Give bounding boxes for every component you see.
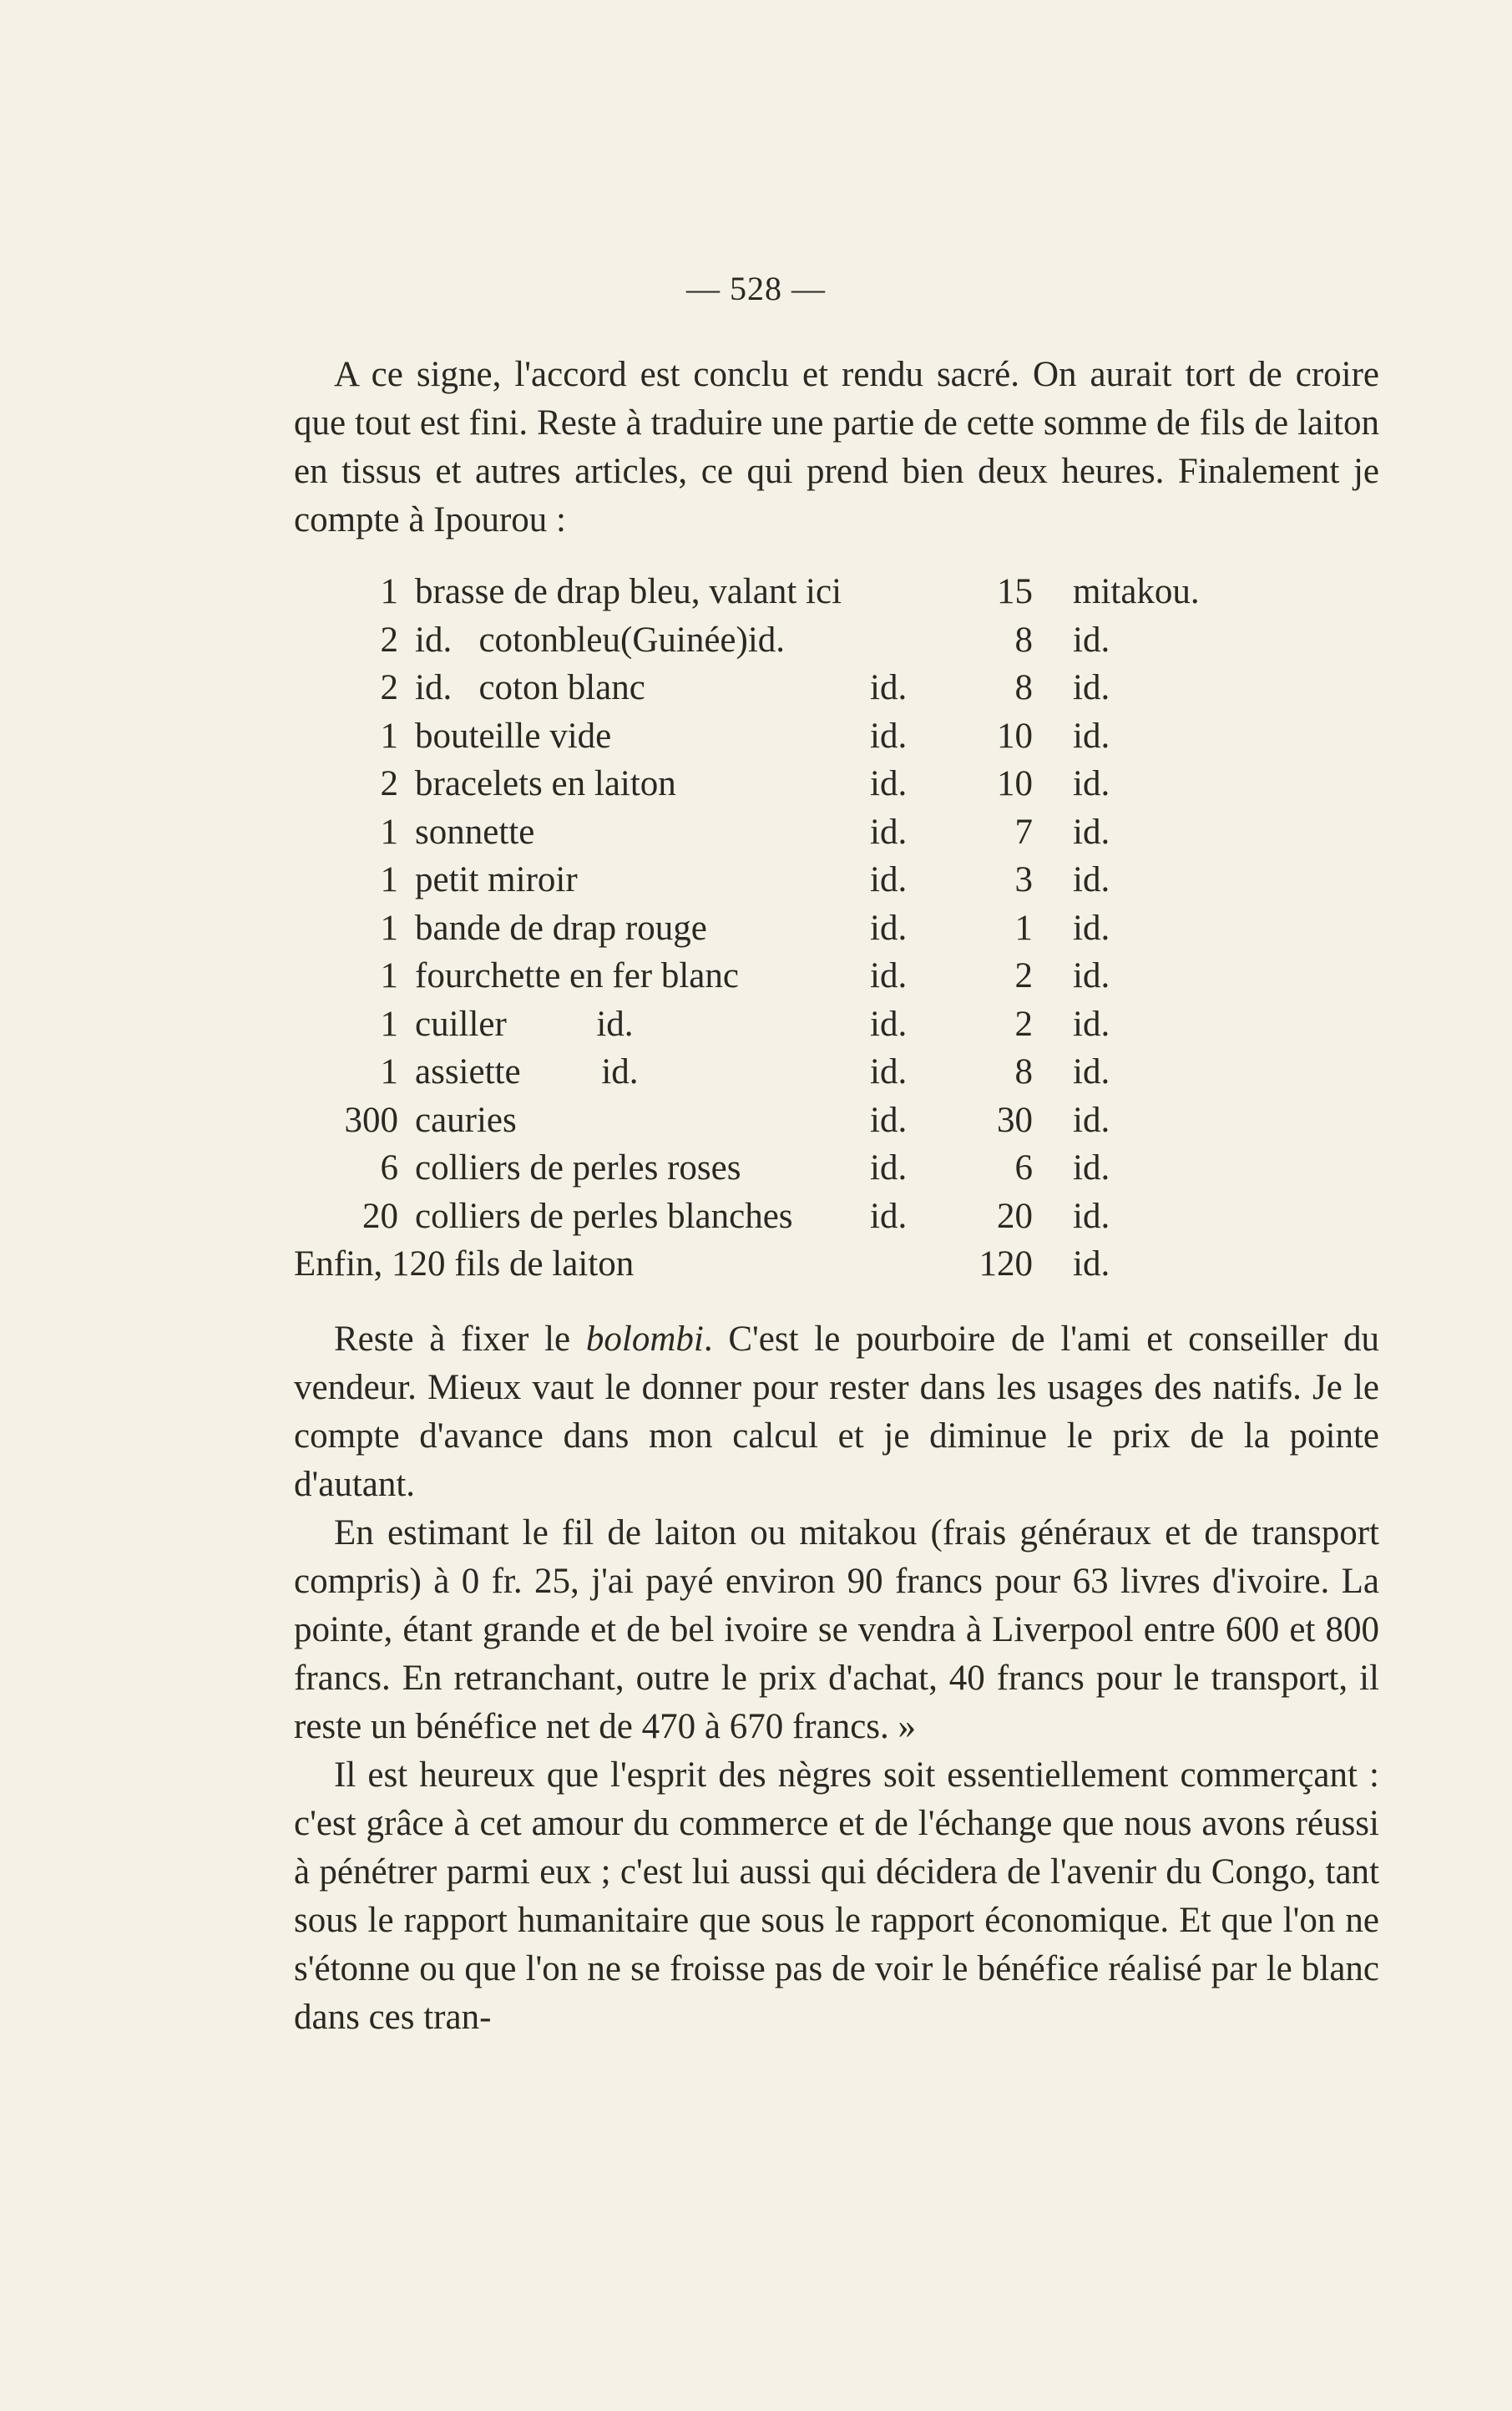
ledger-row	[319, 904, 1200, 953]
ledger-id: id.	[870, 1196, 908, 1236]
ledger-unit: id.	[1073, 908, 1110, 948]
ledger-id: id.	[870, 812, 908, 852]
ledger-unit: id.	[1073, 1052, 1110, 1092]
ledger-row	[319, 568, 1200, 616]
ledger-article: bande de drap rouge	[415, 908, 707, 948]
page-number: — 528 —	[686, 270, 826, 307]
ledger-row	[319, 1000, 1200, 1049]
ledger-value: 20	[997, 1196, 1033, 1236]
ledger-article: petit miroir	[415, 860, 578, 899]
ledger-id: id.	[870, 764, 908, 803]
body-text	[294, 1315, 1379, 2042]
ledger-value: 8	[1014, 1052, 1033, 1092]
ledger-qty: 2	[380, 668, 398, 707]
ledger-value: 15	[997, 572, 1033, 611]
ledger-id: id.	[870, 956, 908, 995]
ledger-article: bouteille vide	[415, 716, 612, 756]
ledger-qty: 1	[380, 908, 398, 948]
ledger-value: 7	[1014, 812, 1033, 852]
ledger-unit: mitakou.	[1073, 572, 1200, 611]
ledger-id: id.	[870, 716, 908, 756]
ledger-row	[319, 664, 1200, 712]
ledger-id: id.	[870, 908, 908, 948]
ledger-final-label: Enfin, 120 fils de laiton	[294, 1244, 635, 1284]
ledger-table	[294, 568, 1200, 1289]
ledger-unit: id.	[1073, 1100, 1110, 1140]
ledger-unit: id.	[1073, 1148, 1110, 1188]
ledger-article: fourchette en fer blanc	[415, 956, 739, 995]
ledger-article: brasse de drap bleu, valant ici	[415, 572, 842, 611]
ledger-row	[319, 1144, 1200, 1193]
ledger-row	[319, 616, 1200, 665]
ledger-id: id.	[870, 1148, 908, 1188]
ledger-article: id. cotonbleu(Guinée)id.	[415, 620, 786, 660]
paragraph-estimate: En estimant le fil de laiton ou mitakou (frais généraux et de transport compris) à 0 fr. 25, j'ai payé environ 90 francs pour 63 livres d'ivoire. La pointe, étant grande et de bel ivoire se vendra à Liverpool entre 600 et 800 francs. En retranchant, outre le prix d'achat, 40 francs pour le transport, il reste un bénéfice net de 470 à 670 francs. »	[294, 1513, 1379, 1746]
ledger-value: 2	[1014, 956, 1033, 995]
ledger-body	[294, 568, 1200, 1289]
ledger-row	[319, 712, 1200, 761]
ledger-article: id. coton blanc	[415, 668, 645, 707]
ledger-final-unit: id.	[1073, 1244, 1110, 1284]
paragraph-bolombi	[294, 1315, 1379, 1509]
ledger-article: colliers de perles roses	[415, 1148, 741, 1188]
ledger-id: id.	[870, 1004, 908, 1044]
ledger-qty: 1	[380, 956, 398, 995]
ledger-article: cauries	[415, 1100, 517, 1140]
bolombi-text-after: . C'est le pourboire de l'ami et conseiller du vendeur. Mieux vaut le donner pour rester dans les usages des natifs. Je le compte d'avance dans mon calcul et je diminue le prix de la pointe d'autant.	[294, 1319, 1379, 1504]
ledger-id: id.	[870, 668, 908, 707]
ledger-row	[319, 1097, 1200, 1145]
ledger-row	[319, 760, 1200, 808]
ledger-row	[319, 1048, 1200, 1097]
ledger-row	[319, 1193, 1200, 1241]
ledger-value: 8	[1014, 668, 1033, 707]
ledger-qty: 1	[380, 716, 398, 756]
ledger-qty: 1	[380, 1052, 398, 1092]
bolombi-term: bolombi	[585, 1319, 704, 1359]
ledger-unit: id.	[1073, 812, 1110, 852]
ledger-row	[319, 952, 1200, 1000]
ledger-unit: id.	[1073, 716, 1110, 756]
ledger-article: cuiller id.	[415, 1004, 634, 1044]
ledger-article: assiette id.	[415, 1052, 639, 1092]
ledger-qty: 1	[380, 1004, 398, 1044]
ledger-article: bracelets en laiton	[415, 764, 676, 803]
ledger-value: 10	[997, 716, 1033, 756]
ledger-article: colliers de perles blanches	[415, 1196, 793, 1236]
ledger-article: sonnette	[415, 812, 535, 852]
ledger-id: id.	[870, 860, 908, 899]
ledger-qty: 1	[380, 860, 398, 899]
bolombi-text-before: Reste à fixer le	[334, 1319, 586, 1359]
ledger-qty: 20	[362, 1196, 398, 1236]
ledger-final-value: 120	[979, 1244, 1033, 1284]
ledger-id: id.	[870, 1052, 908, 1092]
paragraph-commerce: Il est heureux que l'esprit des nègres soit essentiellement commerçant : c'est grâce à cet amour du commerce et de l'échange que nous avons réussi à pénétrer parmi eux ; c'est lui aussi qui décidera de l'avenir du Congo, tant sous le rapport humanitaire que sous le rapport économique. Et que l'on ne s'étonne ou que l'on ne se froisse pas de voir le bénéfice réalisé par le blanc dans ces tran-	[294, 1755, 1379, 2037]
ledger-value: 6	[1014, 1148, 1033, 1188]
ledger-final-row	[319, 1240, 1200, 1289]
ledger-unit: id.	[1073, 668, 1110, 707]
ledger-unit: id.	[1073, 860, 1110, 899]
ledger-unit: id.	[1073, 620, 1110, 660]
ledger-id	[870, 616, 941, 665]
intro-text: A ce signe, l'accord est conclu et rendu sacré. On aurait tort de croire que tout est fini. Reste à traduire une partie de cette somme de fils de laiton en tissus et autres articles, ce qui prend bien deux heures. Finalement je compte à Ipourou :	[294, 355, 1379, 539]
ledger-value: 3	[1014, 860, 1033, 899]
ledger-qty: 1	[380, 812, 398, 852]
ledger-value: 1	[1014, 908, 1033, 948]
ledger-value: 10	[997, 764, 1033, 803]
ledger-row	[319, 856, 1200, 904]
ledger-value: 2	[1014, 1004, 1033, 1044]
intro-paragraph	[294, 351, 1379, 545]
ledger-qty: 2	[380, 620, 398, 660]
ledger-row	[319, 808, 1200, 857]
ledger-unit: id.	[1073, 1196, 1110, 1236]
ledger-unit: id.	[1073, 764, 1110, 803]
ledger-id: id.	[870, 1100, 908, 1140]
ledger-unit: id.	[1073, 956, 1110, 995]
ledger-value: 8	[1014, 620, 1033, 660]
ledger-unit: id.	[1073, 1004, 1110, 1044]
ledger-qty: 300	[344, 1100, 398, 1140]
ledger-id	[870, 568, 941, 616]
ledger-qty: 6	[380, 1148, 398, 1188]
ledger-qty: 2	[380, 764, 398, 803]
ledger-value: 30	[997, 1100, 1033, 1140]
ledger-qty: 1	[380, 572, 398, 611]
